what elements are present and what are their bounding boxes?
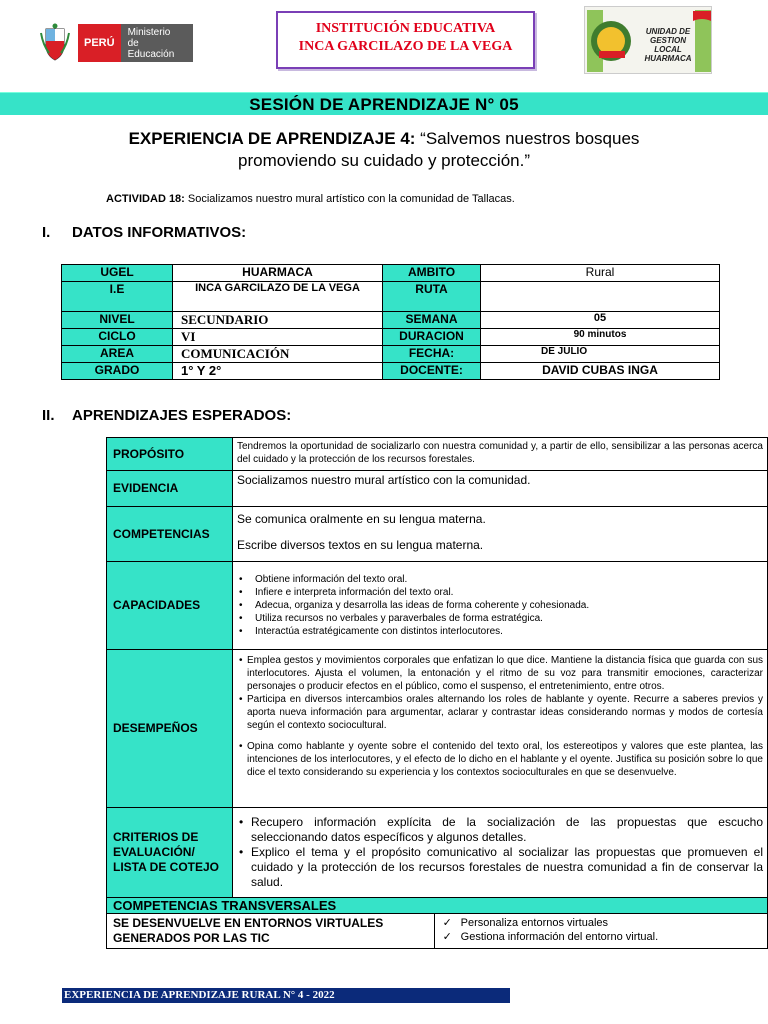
capacidades-label: CAPACIDADES [107,562,233,650]
peru-shield-icon [40,23,70,63]
semana-label: SEMANA [383,312,481,329]
duracion-value: 90 minutos [481,329,720,346]
nivel-label: NIVEL [62,312,173,329]
capacidad-item: • Adecua, organiza y desarrolla las ideas de forma coherente y cohesionada. [237,599,763,612]
desempeno-item: • Emplea gestos y movimientos corporales que enfatizan lo que dice. Mantiene la distancia física que guarda con sus interlocutores. Ajusta el volumen, la entonación y el ritmo de su voz para transmitir emociones, caracterizar personajes o producir efectos en el público, como el suspenso, el entretenimiento, entre otros. [237,654,763,693]
proposito-label: PROPÓSITO [107,438,233,471]
proposito-text: Tendremos la oportunidad de socializarlo con nuestra comunidad y, a partir de ello, sensibilizar a las personas acerca del cuidado y la protección de los recursos forestales. [233,438,768,471]
peru-label: PERÚ [78,24,121,62]
criterios-label: CRITERIOS DE EVALUACIÓN/ LISTA DE COTEJO [107,808,233,898]
area-value: COMUNICACIÓN [173,346,383,363]
ie-value: INCA GARCILAZO DE LA VEGA [173,282,383,312]
desempeno-item: • Opina como hablante y oyente sobre el contenido del texto oral, los estereotipos y valores que este plantea, las intenciones de los interlocutores, y el efecto de lo dicho en el hablante y el oyente. Justifica su posición sobre lo que dice el texto considerando su experiencia y los contextos socioculturales en que se desenvuelve. [237,740,763,779]
ugel-name: UNIDAD DE GESTION LOCAL HUARMACA [644,27,692,63]
section-aprendizajes-heading: II. APRENDIZAJES ESPERADOS: [42,407,292,424]
grado-label: GRADO [62,363,173,380]
ugel-logo [584,6,712,74]
semana-value: 05 [481,312,720,329]
duracion-label: DURACION [383,329,481,346]
competencia-item: Se comunica oralmente en su lengua materna. [237,512,486,526]
institution-title: INSTITUCIÓN EDUCATIVA INCA GARCILAZO DE LA VEGA [276,11,535,69]
capacidad-item: • Utiliza recursos no verbales y paraverbales de forma estratégica. [237,612,763,625]
session-title: SESIÓN DE APRENDIZAJE N° 05 [0,92,768,115]
criterio-item: • Explico el tema y el propósito comunicativo al socializar las propuestas que promueven el cuidado y la protección de los recursos forestales de nuestra comunidad a fin de conservar la salud. [237,845,763,890]
capacidades-list [233,562,768,650]
capacidad-item: • Obtiene información del texto oral. [237,573,763,586]
grado-value: 1° Y 2° [173,363,383,380]
aprendizajes-table [106,437,768,949]
ruta-label: RUTA [383,282,481,312]
ciclo-value: VI [173,329,383,346]
capacidad-item: • Interactúa estratégicamente con distintos interlocutores. [237,625,763,638]
tic-item: ✓ Personaliza entornos virtuales [439,916,763,930]
tic-competency: SE DESENVUELVE EN ENTORNOS VIRTUALES GENERADOS POR LAS TIC [107,914,435,949]
desempenos-label: DESEMPEÑOS [107,650,233,808]
ugel-value: HUARMACA [173,265,383,282]
desempeno-item: • Participa en diversos intercambios orales alternando los roles de hablante y oyente. Recurre a saberes previos y aporta nueva información para argumentar, aclarar y contrastar ideas considerando normas y modos de cortesía según el contexto sociocultural. [237,693,763,732]
nivel-value: SECUNDARIO [173,312,383,329]
ambito-label: AMBITO [383,265,481,282]
footer-bar: EXPERIENCIA DE APRENDIZAJE RURAL N° 4 - 2022 [62,988,510,1003]
transversales-heading: COMPETENCIAS TRANSVERSALES [107,898,768,914]
tic-item: ✓ Gestiona información del entorno virtual. [439,930,763,944]
ie-label: I.E [62,282,173,312]
capacidad-item: • Infiere e interpreta información del texto oral. [237,586,763,599]
datos-table [61,264,720,380]
fecha-value: DE JULIO [481,346,720,363]
tic-capacities [434,914,767,949]
competencias-label: COMPETENCIAS [107,507,233,562]
desempenos-list [233,650,768,808]
competencias-list [233,507,768,562]
activity-line: ACTIVIDAD 18: Socializamos nuestro mural artístico con la comunidad de Tallacas. [106,193,515,205]
fecha-label: FECHA: [383,346,481,363]
ambito-value: Rural [481,265,720,282]
experience-title: EXPERIENCIA DE APRENDIZAJE 4: “Salvemos nuestros bosques promoviendo su cuidado y protección.” [128,129,640,170]
ruta-value [481,282,720,312]
ciclo-label: CICLO [62,329,173,346]
evidencia-label: EVIDENCIA [107,471,233,507]
minedu-logo [40,22,193,64]
evidencia-text: Socializamos nuestro mural artístico con la comunidad. [233,471,768,507]
criterios-list [233,808,768,898]
docente-label: DOCENTE: [383,363,481,380]
area-label: AREA [62,346,173,363]
ugel-label: UGEL [62,265,173,282]
competencia-item: Escribe diversos textos en su lengua materna. [237,538,484,552]
docente-value: DAVID CUBAS INGA [481,363,720,380]
section-datos-heading: I. DATOS INFORMATIVOS: [42,224,247,241]
criterio-item: • Recupero información explícita de la socialización de las propuestas que escucho seleccionando datos específicos y algunos detalles. [237,815,763,845]
ministry-label: Ministerio de Educación [121,24,193,62]
